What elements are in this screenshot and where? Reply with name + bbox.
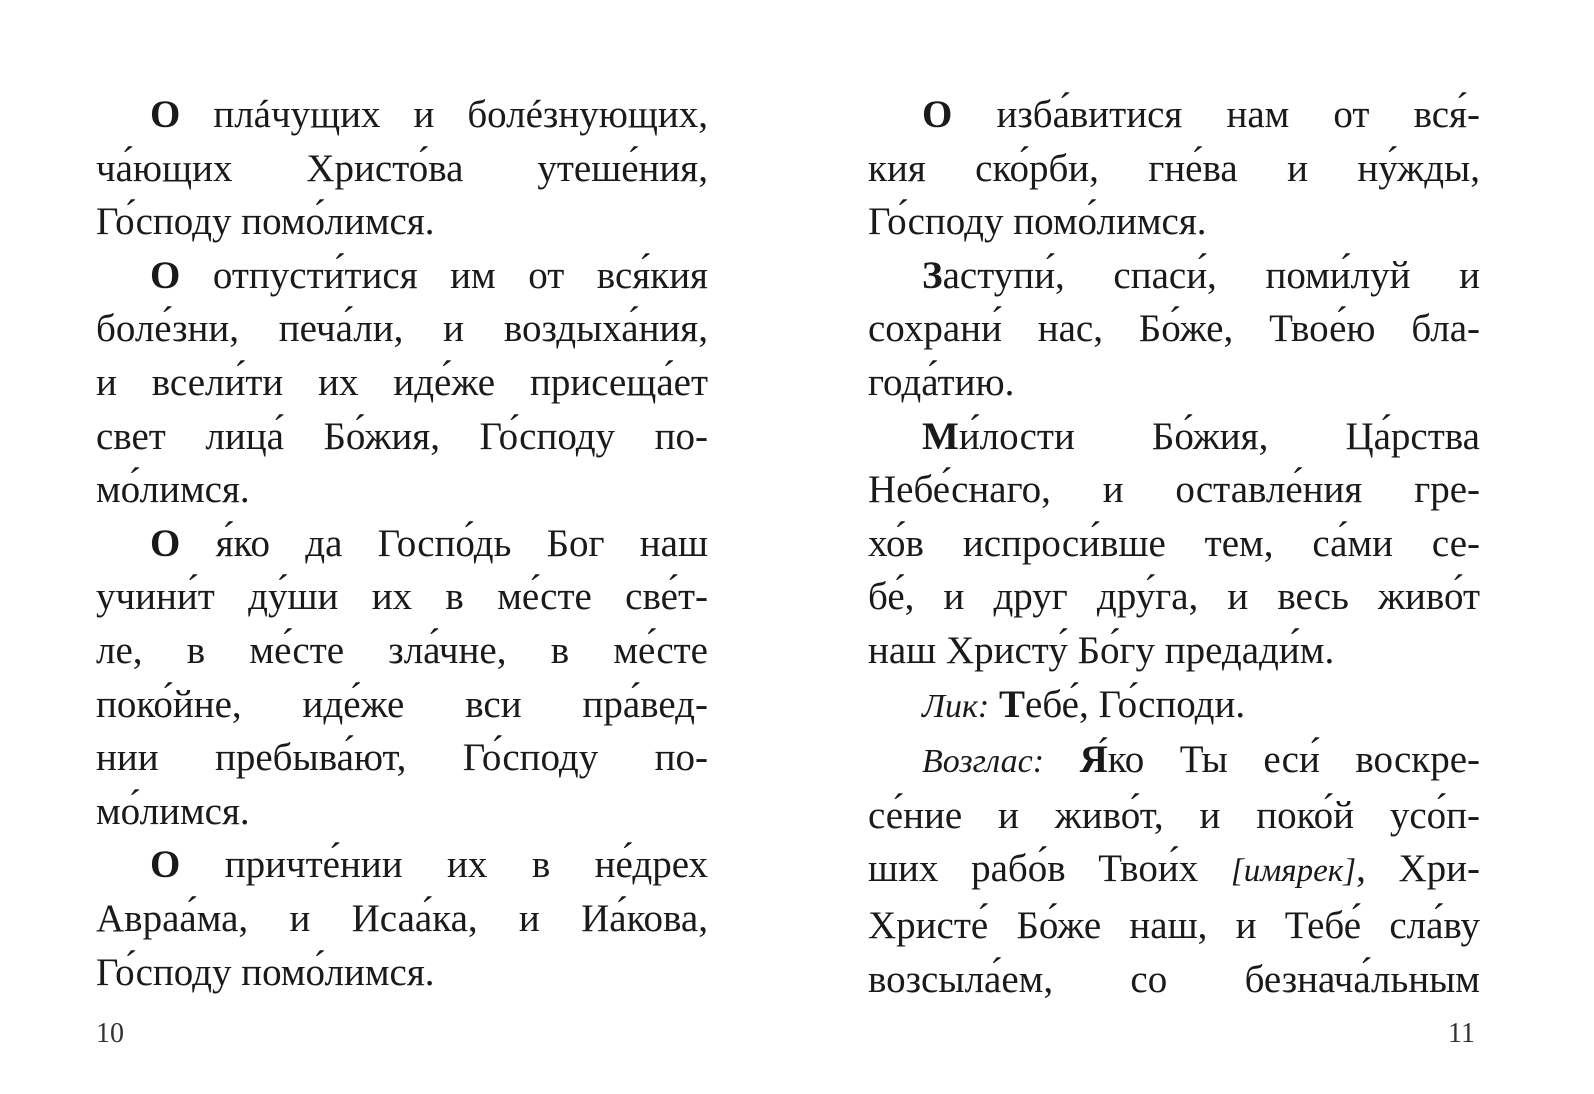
- line-rest: изба́витися нам от вся́-: [952, 93, 1480, 136]
- text-line: Го́споду помо́лимся.: [96, 200, 435, 244]
- left-page-text: [96, 88, 708, 999]
- text-line: Го́споду помо́лимся.: [868, 200, 1207, 244]
- drop-initial: Я: [1079, 738, 1108, 782]
- right-page-text: [868, 88, 1480, 1006]
- text-line: Авраа́ма, и Исаа́ка, и Иа́кова,: [96, 896, 708, 940]
- text-line: хо́в испроси́вше тем, са́ми се-: [868, 521, 1480, 565]
- text-line: [868, 733, 1480, 789]
- text-line: [96, 517, 708, 571]
- drop-initial: М: [922, 414, 959, 458]
- text-line: ле, в ме́сте зла́чне, в ме́сте: [96, 628, 708, 672]
- drop-initial: З: [922, 253, 943, 297]
- text-line: [96, 88, 708, 142]
- page-number: 11: [1448, 1018, 1475, 1049]
- text-line: кия ско́рби, гне́ва и ну́жды,: [868, 146, 1480, 190]
- drop-initial: О: [150, 843, 181, 887]
- rubric: Лик:: [922, 687, 990, 725]
- text-line: [868, 249, 1480, 303]
- text-line: [96, 249, 708, 303]
- rubric: Возглас:: [922, 743, 1045, 781]
- line-part: ших рабо́в Твои́х: [868, 847, 1199, 891]
- right-page: [868, 88, 1480, 1088]
- text-line: [868, 842, 1480, 899]
- paragraph: [96, 517, 708, 839]
- text-line: [868, 88, 1480, 142]
- paragraph: [96, 249, 708, 517]
- text-line: ча́ющих Христо́ва утеше́ния,: [96, 146, 708, 190]
- text-line: учини́т ду́ши их в ме́сте све́т-: [96, 575, 708, 619]
- text-line: возсыла́ем, со безнача́льным: [868, 957, 1480, 1001]
- line-part: , Хри-: [1356, 847, 1481, 891]
- paragraph: [868, 678, 1480, 734]
- text-line: Христе́ Бо́же наш, и Тебе́ сла́ву: [868, 903, 1480, 947]
- paragraph: [96, 88, 708, 249]
- text-line: наш Христу́ Бо́гу предади́м.: [868, 628, 1335, 672]
- text-line: мо́лимся.: [96, 789, 250, 833]
- text-line: [868, 678, 1480, 734]
- text-line: Небе́снаго, и оставле́ния гре-: [868, 468, 1480, 512]
- drop-initial: О: [150, 253, 181, 297]
- line-rest: аступи́, спаси́, поми́луй и: [942, 253, 1480, 297]
- paragraph: [868, 88, 1480, 249]
- drop-initial: О: [150, 93, 181, 136]
- drop-initial: О: [922, 93, 953, 136]
- line-rest: ́ко Ты еси́ воскре-: [1107, 738, 1481, 782]
- paragraph: [868, 733, 1480, 1006]
- line-rest: и́лости Бо́жия, Ца́рства: [958, 414, 1480, 458]
- text-line: поко́йне, иде́же вси пра́вед-: [96, 682, 708, 726]
- text-line: свет лица́ Бо́жия, Го́споду по-: [96, 414, 708, 458]
- text-line: и всели́ти их иде́же присеща́ет: [96, 360, 708, 404]
- text-line: года́тию.: [868, 360, 1015, 404]
- text-line: се́ние и живо́т, и поко́й усо́п-: [868, 793, 1480, 837]
- drop-initial: О: [150, 521, 181, 565]
- paragraph: [96, 838, 708, 999]
- line-rest: причте́нии их в не́дрех: [180, 843, 708, 887]
- text-line: нии пребыва́ют, Го́споду по-: [96, 736, 708, 780]
- drop-initial: Т: [999, 682, 1026, 726]
- paragraph: [868, 410, 1480, 678]
- page-number: 10: [96, 1018, 124, 1049]
- text-line: мо́лимся.: [96, 468, 250, 512]
- line-rest: ебе́, Го́споди.: [1025, 682, 1246, 726]
- text-line: [96, 838, 708, 892]
- line-rest: отпусти́тися им от вся́кия: [180, 253, 708, 297]
- text-line: боле́зни, печа́ли, и воздыха́ния,: [96, 307, 708, 351]
- text-line: Го́споду помо́лимся.: [96, 950, 435, 994]
- line-rest: я́ко да Госпо́дь Бог наш: [180, 521, 708, 565]
- bracket-note: [имярек]: [1230, 853, 1357, 890]
- text-line: бе́, и друг дру́га, и весь живо́т: [868, 575, 1480, 619]
- text-line: сохрани́ нас, Бо́же, Твое́ю бла-: [868, 307, 1480, 351]
- left-page: [96, 88, 708, 1088]
- line-rest: плáчущих и болéзнующих,: [180, 93, 708, 136]
- paragraph: [868, 249, 1480, 410]
- text-line: [868, 410, 1480, 464]
